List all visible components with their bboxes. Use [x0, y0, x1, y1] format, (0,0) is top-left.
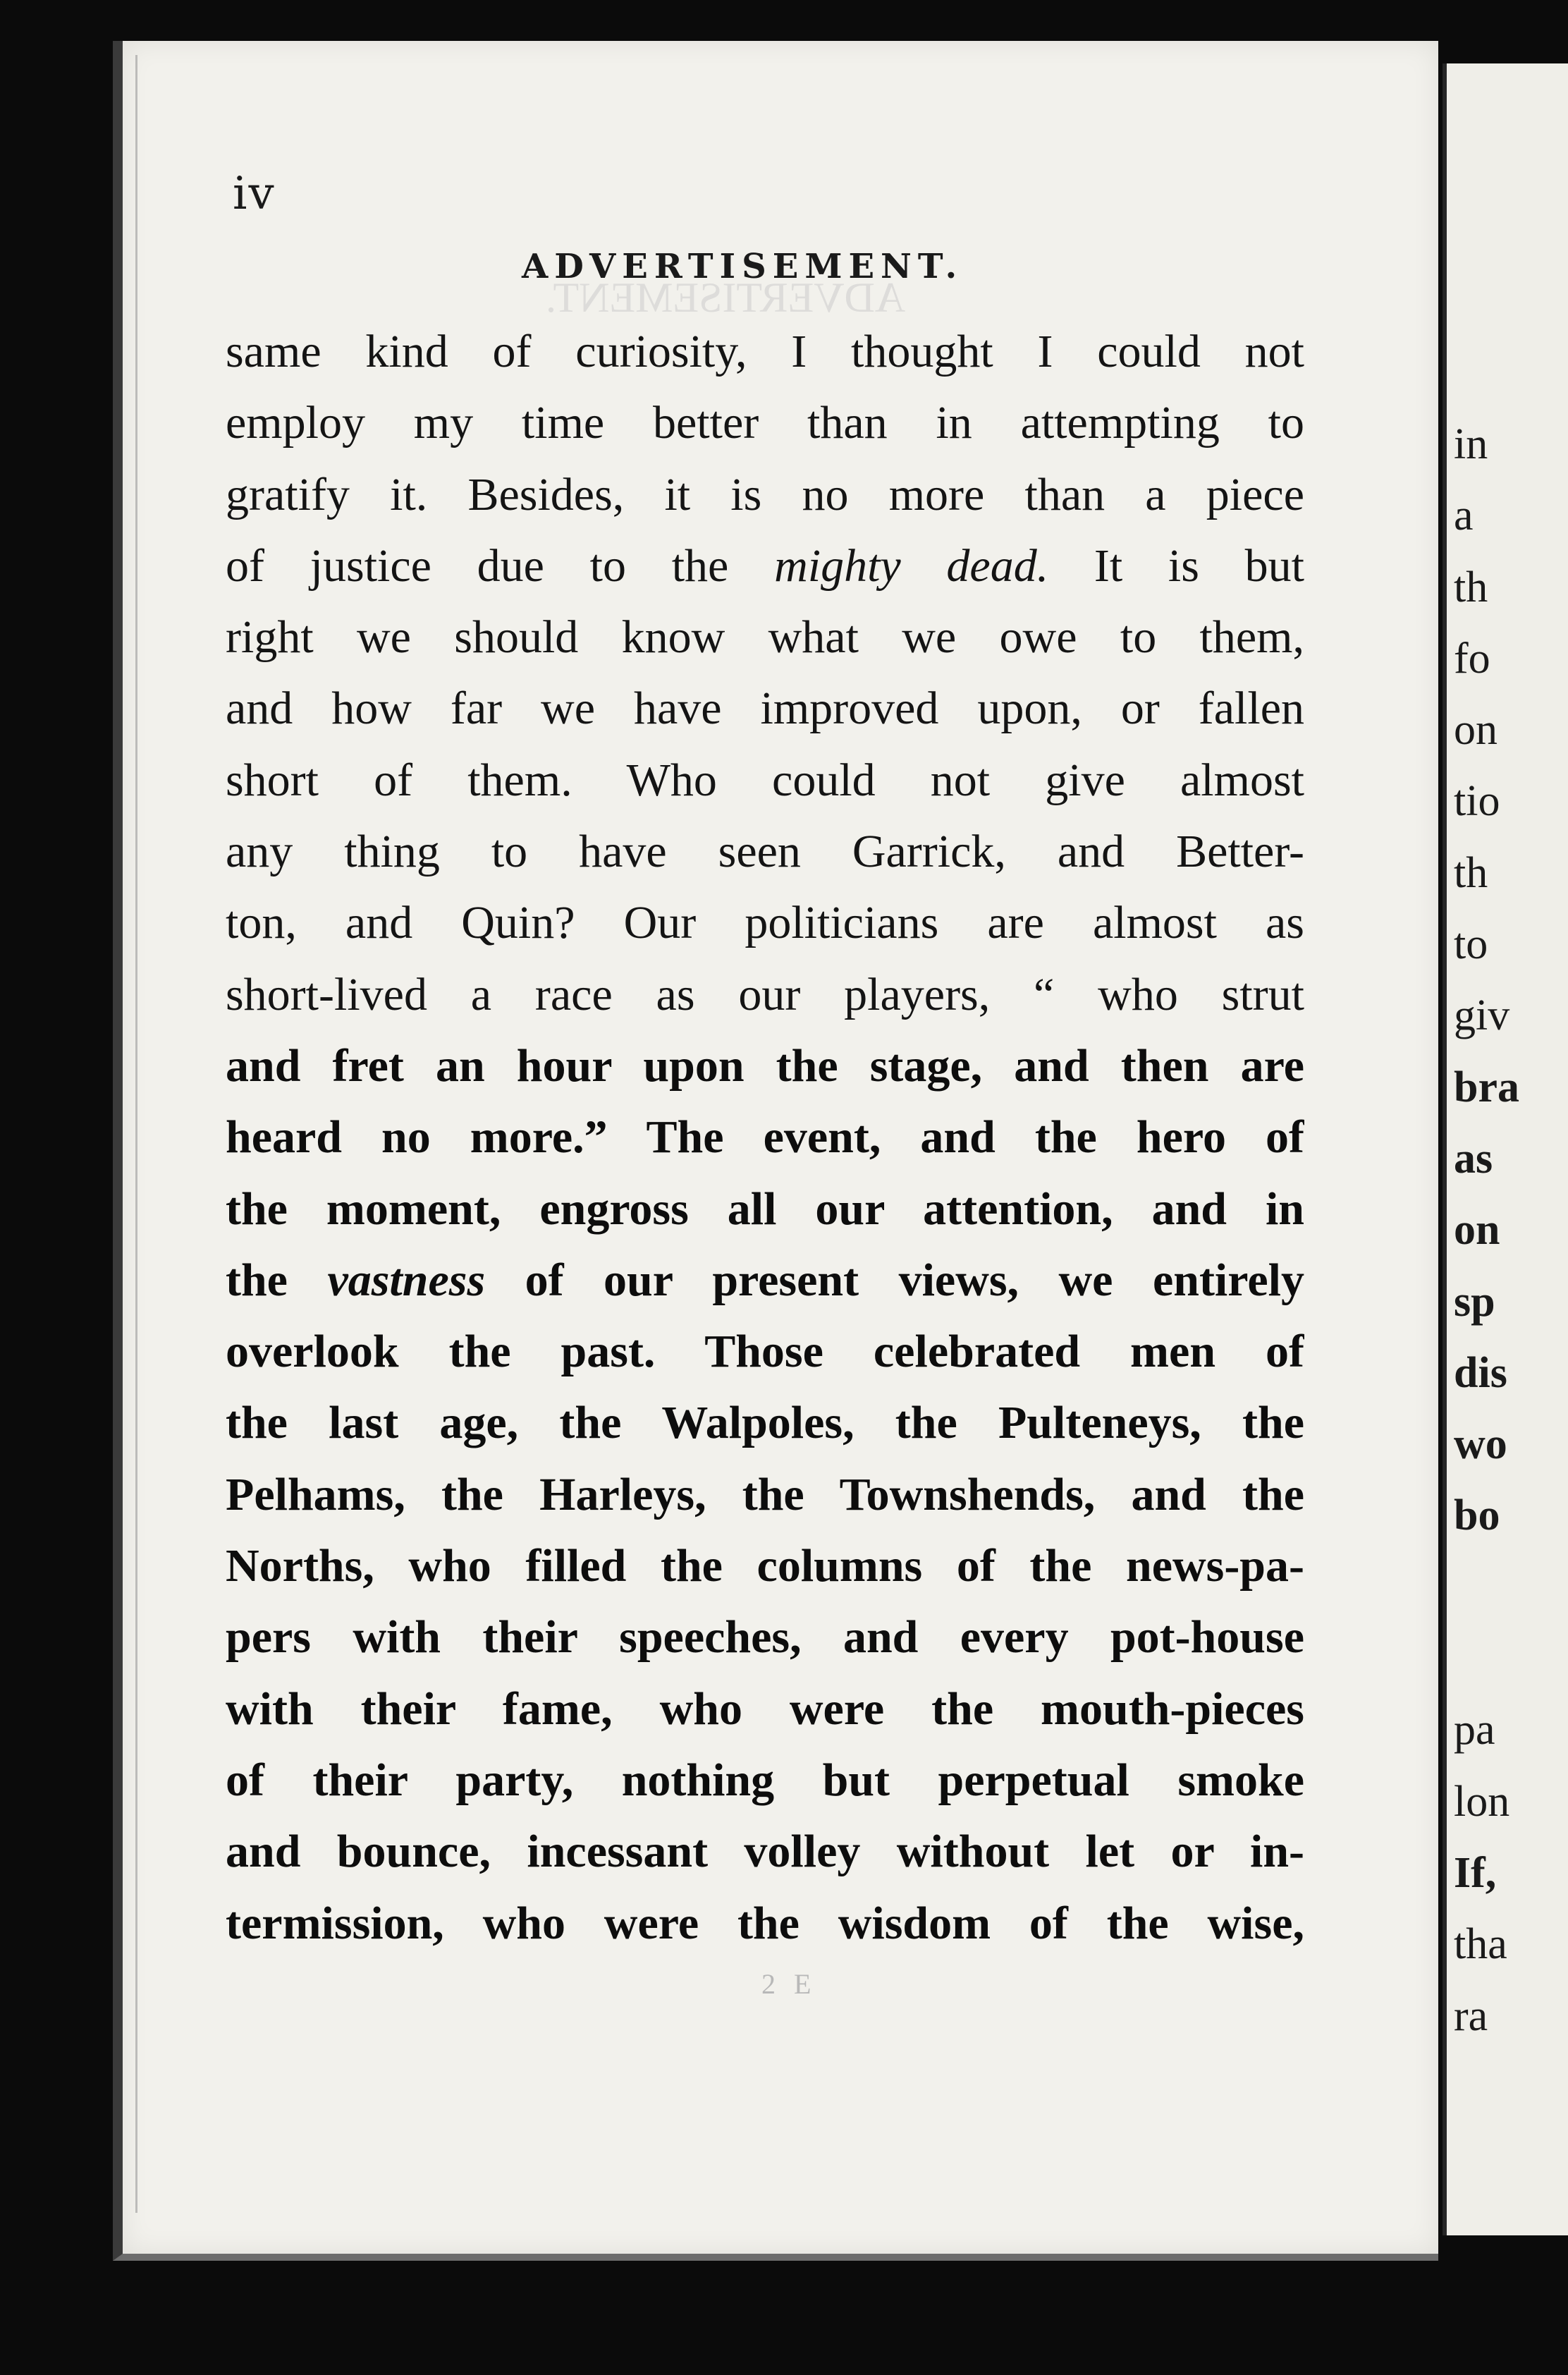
text-line: and fret an hour upon the stage, and then are	[226, 1039, 1304, 1092]
facing-line: giv	[1454, 991, 1510, 1040]
text-line: of justice due to the mighty dead. It is but	[226, 539, 1304, 592]
text-line: gratify it. Besides, it is no more than a piece	[226, 468, 1304, 520]
show-through-ink: ADVERTISEMENT.	[546, 274, 906, 321]
facing-line: dis	[1454, 1348, 1507, 1397]
facing-line: in	[1454, 420, 1488, 468]
text-line: the last age, the Walpoles, the Pulteneys, the	[226, 1397, 1304, 1449]
text-line: employ my time better than in attempting to	[226, 397, 1304, 449]
facing-line: a	[1454, 492, 1474, 540]
italic-phrase: mighty dead.	[774, 539, 1049, 592]
text-line: and bounce, incessant volley without let or in-	[226, 1826, 1304, 1878]
text-line: Norths, who filled the columns of the news-pa-	[226, 1540, 1304, 1592]
facing-line: th	[1454, 848, 1488, 897]
facing-page-edge	[1443, 63, 1568, 2235]
facing-line: on	[1454, 706, 1497, 755]
facing-line: If,	[1454, 1848, 1497, 1897]
facing-line: fo	[1454, 634, 1490, 683]
text-line: overlook the past. Those celebrated men of	[226, 1326, 1304, 1378]
text-line: termission, who were the wisdom of the wise,	[226, 1897, 1304, 1949]
facing-line	[1454, 1623, 1519, 1695]
facing-line: bra	[1454, 1063, 1519, 1111]
running-head: ADVERTISEMENT.	[522, 247, 964, 286]
text-line: any thing to have seen Garrick, and Better-	[226, 826, 1304, 878]
facing-line: th	[1454, 563, 1488, 611]
facing-line: on	[1454, 1206, 1500, 1254]
facing-line: lon	[1454, 1777, 1510, 1826]
facing-line: as	[1454, 1134, 1493, 1183]
text-line: the moment, engross all our attention, and in	[226, 1183, 1304, 1235]
text-line: the vastness of our present views, we entirely	[226, 1254, 1304, 1306]
facing-line: wo	[1454, 1420, 1507, 1469]
signature-mark: 2 E	[761, 1968, 817, 2000]
facing-line: to	[1454, 920, 1488, 969]
text-line: ton, and Quin? Our politicians are almost as	[226, 897, 1304, 949]
facing-line: ra	[1454, 1991, 1488, 2040]
body-text	[226, 316, 1304, 1959]
italic-phrase: vastness	[327, 1254, 486, 1306]
facing-page-text	[1454, 409, 1519, 2052]
text-line: same kind of curiosity, I thought I could not	[226, 326, 1304, 377]
text-line: pers with their speeches, and every pot-house	[226, 1611, 1304, 1663]
facing-line: pa	[1454, 1706, 1495, 1754]
facing-line: bo	[1454, 1491, 1500, 1540]
text-line: Pelhams, the Harleys, the Townshends, and the	[226, 1468, 1304, 1520]
text-line: heard no more.” The event, and the hero of	[226, 1111, 1304, 1164]
text-line: and how far we have improved upon, or fallen	[226, 683, 1304, 735]
text-line: short-lived a race as our players, “ who strut	[226, 968, 1304, 1020]
text-line: of their party, nothing but perpetual smoke	[226, 1754, 1304, 1806]
facing-line: sp	[1454, 1277, 1495, 1326]
facing-line	[1454, 1552, 1519, 1623]
text-line: right we should know what we owe to them,	[226, 611, 1304, 664]
text-line: with their fame, who were the mouth-pieces	[226, 1683, 1304, 1735]
facing-line: tha	[1454, 1920, 1507, 1969]
page-number: iv	[233, 168, 276, 220]
text-line: short of them. Who could not give almost	[226, 754, 1304, 806]
facing-line: tio	[1454, 777, 1500, 826]
